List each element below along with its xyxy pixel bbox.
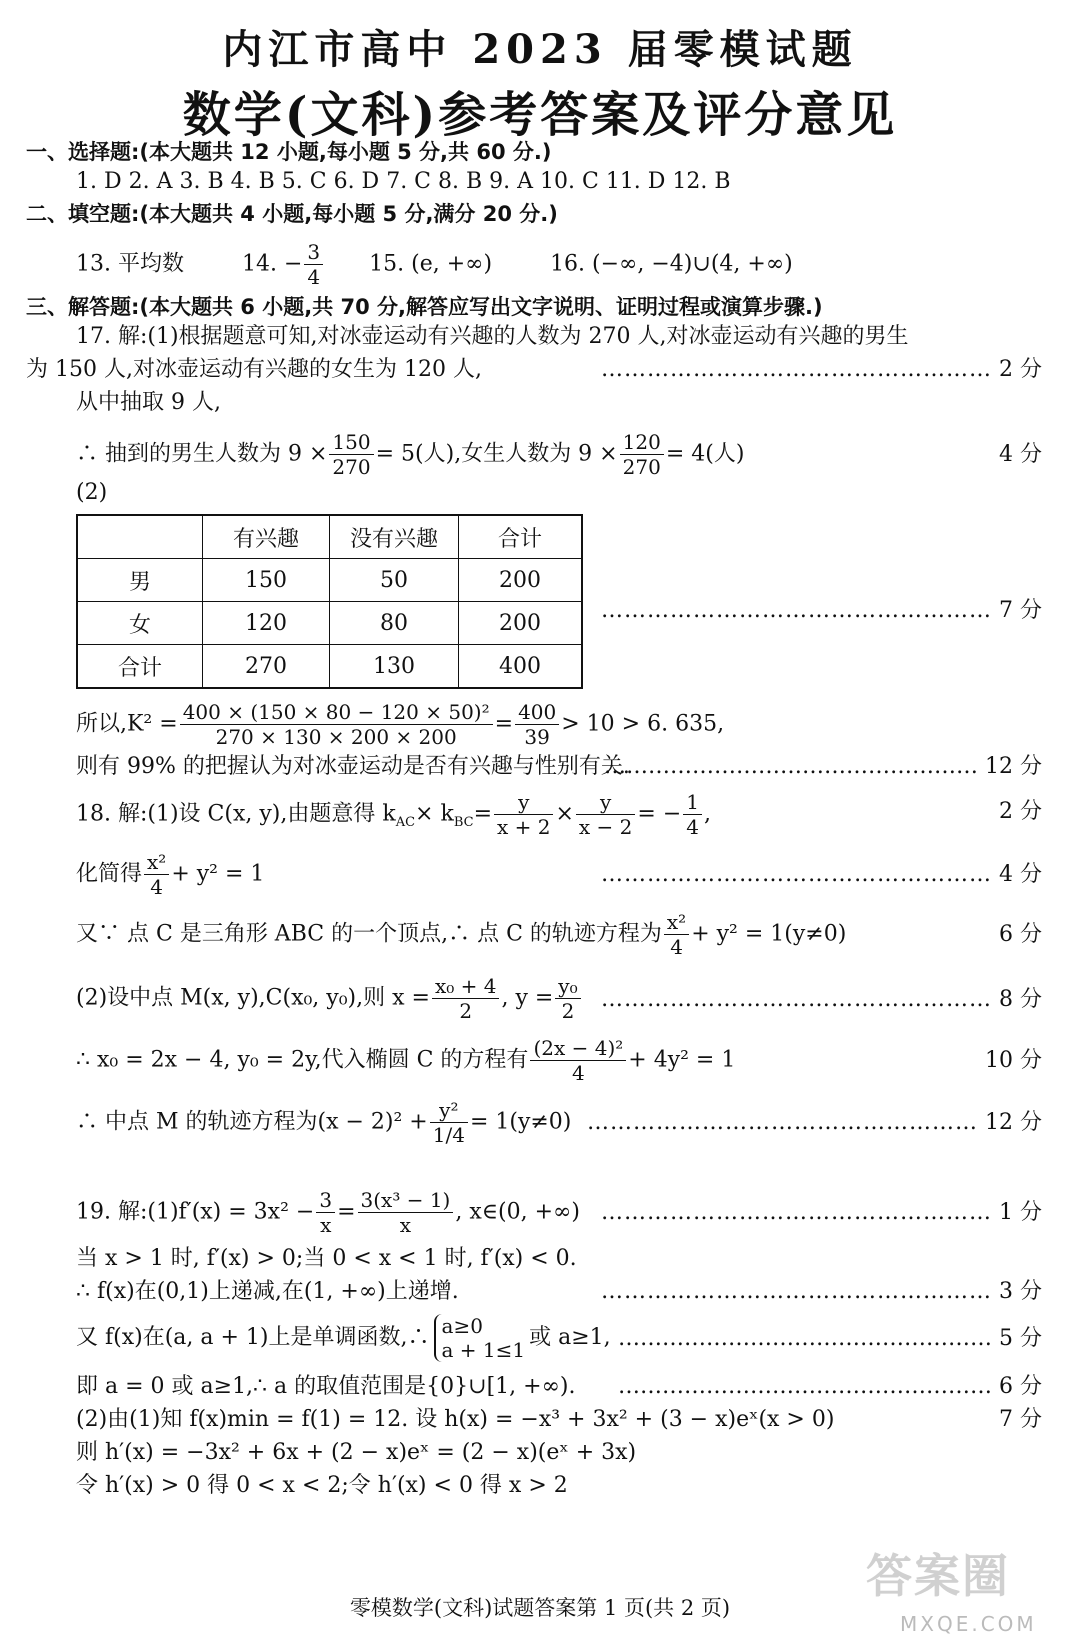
q17-score-7: …………………………………………… 7 分 [601, 598, 1042, 623]
q19-score-7: 7 分 [999, 1407, 1042, 1432]
q17-line1: 17. 解:(1)根据题意可知,对冰壶运动有兴趣的人数为 270 人,对冰壶运动有兴趣的男生 [76, 324, 909, 349]
table-cell: 80 [330, 602, 459, 645]
table-cell [77, 515, 203, 559]
section3-heading: 三、解答题:(本大题共 6 小题,共 70 分,解答应写出文字说明、证明过程或演算步骤.) [26, 295, 823, 319]
table-cell: 130 [330, 645, 459, 689]
q17-line4: ∴ 抽到的男生人数为 9 × $\frac{150}{270}$ = 5(人),女生人数为 9 × $\frac{120}{270}$ = 4(人) [76, 430, 745, 479]
table-cell: 120 [203, 602, 330, 645]
q19-score-1: …………………………………………… 1 分 [601, 1200, 1042, 1225]
q18-line4: (2)设中点 M(x, y),C(x₀, y₀),则 x = $\frac{\text{x₀ + 4}}{2}$ , y = $\frac{\text{y₀}}{2}$ [76, 974, 583, 1023]
q17-part2: (2) [76, 480, 108, 505]
answer-14: 14. − [241, 251, 303, 277]
page-footer: 零模数学(文科)试题答案第 1 页(共 2 页) [349, 1596, 731, 1620]
table-cell: 400 [459, 645, 583, 689]
q18-line6: ∴ 中点 M 的轨迹方程为(x − 2)² + $\frac{\text{y²}}{1/4}$ = 1(y≠0) [76, 1098, 572, 1147]
q19-line5: 即 a = 0 或 a≥1,∴ a 的取值范围是{0}∪[1, +∞). [76, 1374, 576, 1399]
table-cell: 270 [203, 645, 330, 689]
table-cell: 没有兴趣 [330, 515, 459, 559]
q18-score-6: 6 分 [999, 922, 1042, 947]
table-cell: 有兴趣 [203, 515, 330, 559]
q19-score-6: …………………………………………… 6 分 [618, 1374, 1042, 1399]
q18-score-10: 10 分 [985, 1048, 1042, 1073]
case-brace: a≥0 a + 1≤1 [434, 1314, 526, 1362]
q19-line6: (2)由(1)知 f(x)min = f(1) = 12. 设 h(x) = −x³ + 3x² + (3 − x)eˣ(x > 0) [76, 1407, 835, 1432]
q19-line4: 又 f(x)在(a, a + 1)上是单调函数,∴ a≥0 a + 1≤1 或 a≥1, [76, 1314, 611, 1362]
table-cell: 200 [459, 559, 583, 602]
fill-answers [76, 240, 793, 289]
table-row [77, 515, 582, 559]
q17-line2: 为 150 人,对冰壶运动有兴趣的女生为 120 人, [26, 357, 482, 382]
q18-line3: 又∵ 点 C 是三角形 ABC 的一个顶点,∴ 点 C 的轨迹方程为 $\frac{\text{x²}}{4}$ + y² = 1(y≠0) [76, 910, 847, 959]
q19-line3: ∴ f(x)在(0,1)上递减,在(1, +∞)上递增. [76, 1279, 459, 1304]
answer-13: 13. 平均数 [76, 251, 184, 277]
q17-conclusion: 则有 99% 的把握认为对冰壶运动是否有兴趣与性别有关. [76, 754, 630, 779]
table-cell: 合计 [459, 515, 583, 559]
table-row [77, 645, 582, 689]
q18-line5: ∴ x₀ = 2x − 4, y₀ = 2y,代入椭圆 C 的方程有 $\frac{\text{(2x − 4)²}}{4}$ + 4y² = 1 [76, 1036, 736, 1085]
table-cell: 女 [77, 602, 203, 645]
q18-score-2: 2 分 [999, 799, 1042, 824]
section1-heading: 一、选择题:(本大题共 12 小题,每小题 5 分,共 60 分.) [26, 140, 552, 164]
table-cell: 男 [77, 559, 203, 602]
q17-k2-formula: 所以,K² = $\frac{\text{400 × (150 × 80 − 120 × 50)²}}{270 \times 130 \times 200 \times 200}$ = $\frac{400}{39}$ > 10 > 6. 635, [76, 700, 725, 749]
table-cell: 200 [459, 602, 583, 645]
q18-score-8: …………………………………………… 8 分 [601, 987, 1042, 1012]
q17-score-2: …………………………………………… 2 分 [601, 357, 1042, 382]
watermark-logo: 答案圈 MXQE.COM [866, 1549, 1037, 1636]
answer-16: 16. (−∞, −4)∪(4, +∞) [550, 251, 793, 277]
doc-title: 内江市高中 2023 届零模试题 [222, 26, 858, 73]
doc-subtitle: 数学(文科)参考答案及评分意见 [182, 87, 898, 143]
table-row [77, 602, 582, 645]
q18-score-4: …………………………………………… 4 分 [601, 862, 1042, 887]
q19-line1: 19. 解:(1)f′(x) = 3x² − $\frac{3}{x}$ = $\frac{\text{3(x³ − 1)}}{x}$ , x∈(0, +∞) [76, 1188, 580, 1237]
q19-score-3: …………………………………………… 3 分 [601, 1279, 1042, 1304]
table-row [77, 559, 582, 602]
q17-score-4: 4 分 [999, 442, 1042, 467]
table-cell: 50 [330, 559, 459, 602]
q19-line7: 则 h′(x) = −3x² + 6x + (2 − x)eˣ = (2 − x)(eˣ + 3x) [76, 1440, 637, 1465]
q18-line1: 18. 解:(1)设 C(x, y),由题意得 $k_{AC}\times k_{BC}=$ $\frac{y}{x + 2}$ × $\frac{y}{x - 2}$ = − $\frac{1}{4}$ , [76, 790, 712, 839]
answer-14-fraction: $\frac{3}{4}$ [304, 240, 323, 289]
q18-line2: 化简得 $\frac{\text{x²}}{4}$ + y² = 1 [76, 850, 265, 899]
q17-score-12: …………………………………………… 12 分 [604, 754, 1042, 779]
q19-line8: 令 h′(x) > 0 得 0 < x < 2;令 h′(x) < 0 得 x > 2 [76, 1473, 568, 1498]
q19-score-5: …………………………………………… 5 分 [618, 1326, 1042, 1351]
q19-line2: 当 x > 1 时, f′(x) > 0;当 0 < x < 1 时, f′(x) < 0. [76, 1246, 577, 1271]
choice-answers: 1. D 2. A 3. B 4. B 5. C 6. D 7. C 8. B 9. A 10. C 11. D 12. B [76, 169, 731, 194]
table-cell: 150 [203, 559, 330, 602]
q18-score-12: …………………………………………… 12 分 [587, 1110, 1042, 1135]
table-cell: 合计 [77, 645, 203, 689]
contingency-table [76, 514, 583, 689]
q17-line3: 从中抽取 9 人, [76, 390, 221, 415]
section2-heading: 二、填空题:(本大题共 4 小题,每小题 5 分,满分 20 分.) [26, 202, 558, 226]
answer-15: 15. (e, +∞) [369, 251, 493, 277]
